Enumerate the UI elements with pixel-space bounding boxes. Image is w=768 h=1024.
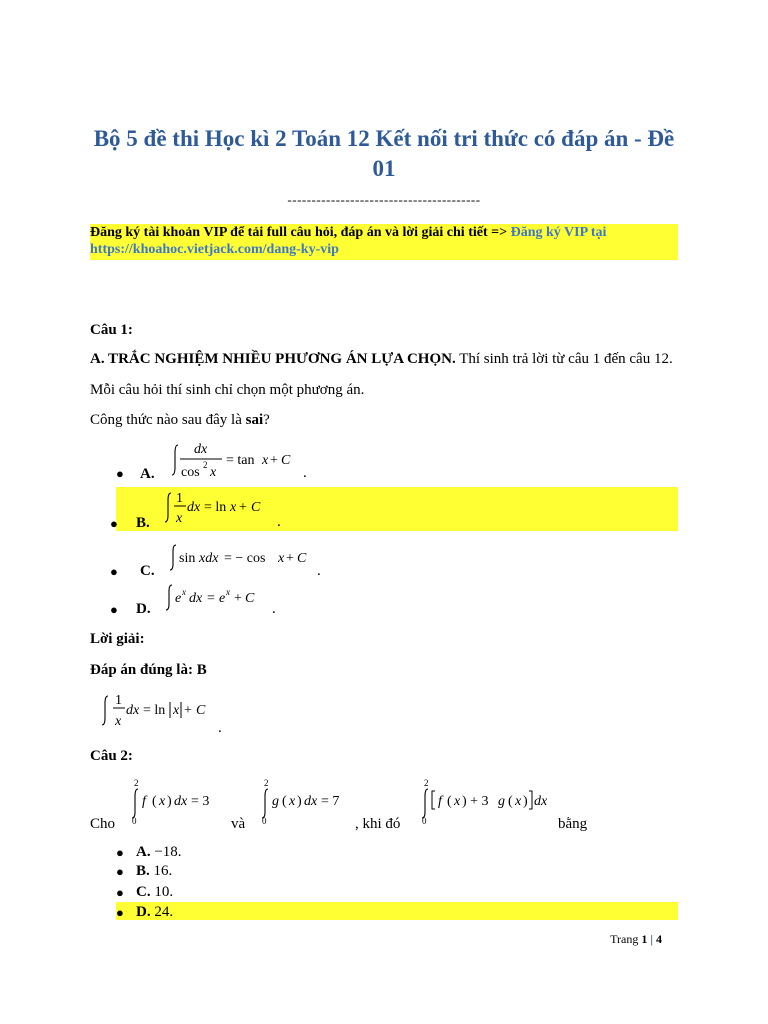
q2-option-d-label: D. bbox=[136, 904, 151, 920]
q1-solution-label: Lời giải: bbox=[90, 631, 145, 647]
svg-text:dx: dx bbox=[534, 794, 548, 809]
svg-text:2: 2 bbox=[424, 778, 429, 788]
svg-text:(: ( bbox=[447, 794, 452, 809]
svg-text:): ) bbox=[167, 794, 172, 809]
q1-solution-dot: . bbox=[218, 720, 222, 736]
q2-formula-g bbox=[258, 776, 358, 826]
q1-option-b-dot: . bbox=[277, 514, 281, 530]
q2-khi-do: , khi đó bbox=[355, 816, 401, 832]
q1-option-d-label: D. bbox=[136, 601, 151, 617]
svg-text:= tan: = tan bbox=[226, 453, 255, 468]
svg-text:(: ( bbox=[152, 794, 157, 809]
bullet-icon: ● bbox=[116, 466, 124, 481]
svg-text:= 7: = 7 bbox=[321, 794, 340, 809]
svg-text:f: f bbox=[438, 794, 442, 809]
q2-option-c bbox=[136, 883, 173, 901]
bullet-icon: ● bbox=[116, 845, 124, 860]
svg-text:+: + bbox=[234, 591, 242, 606]
q2-option-d-highlight bbox=[116, 902, 678, 920]
svg-text:xdx: xdx bbox=[199, 551, 219, 566]
svg-text:0: 0 bbox=[132, 816, 137, 826]
svg-text:e: e bbox=[175, 591, 182, 606]
q1-option-a-label: A. bbox=[140, 466, 155, 482]
q2-option-b-label: B. bbox=[136, 863, 150, 879]
svg-text:= ln: = ln bbox=[143, 703, 166, 718]
footer-total-pages: 4 bbox=[656, 932, 662, 946]
q1-option-d-dot: . bbox=[272, 601, 276, 617]
vip-url-link[interactable]: https://khoahoc.vietjack.com/dang-ky-vip bbox=[90, 242, 339, 257]
q2-va: và bbox=[231, 816, 246, 832]
svg-text:dx: dx bbox=[174, 794, 188, 809]
q2-cho: Cho bbox=[90, 816, 116, 832]
svg-text:C: C bbox=[245, 591, 255, 606]
svg-text:x: x bbox=[230, 500, 237, 515]
svg-text:0: 0 bbox=[422, 816, 427, 826]
footer-prefix: Trang bbox=[610, 932, 642, 946]
svg-text:) + 3: ) + 3 bbox=[462, 794, 489, 809]
vip-link-label[interactable]: Đăng ký VIP tại bbox=[510, 225, 607, 240]
svg-text:x: x bbox=[278, 551, 285, 566]
bullet-icon: ● bbox=[116, 905, 124, 920]
svg-text:dx: dx bbox=[126, 703, 140, 718]
q2-option-c-value: 10. bbox=[150, 884, 174, 900]
svg-text:cos: cos bbox=[181, 465, 200, 480]
q2-option-b bbox=[136, 862, 172, 880]
svg-text:x: x bbox=[210, 465, 217, 480]
svg-text:(: ( bbox=[282, 794, 287, 809]
svg-text:x: x bbox=[182, 587, 186, 597]
svg-text:e: e bbox=[219, 591, 226, 606]
svg-text:g: g bbox=[272, 794, 279, 809]
svg-text:=: = bbox=[207, 591, 215, 606]
svg-text:= − cos: = − cos bbox=[224, 551, 266, 566]
q2-option-d-value: 24. bbox=[150, 904, 174, 920]
svg-text:= ln: = ln bbox=[204, 500, 227, 515]
page-footer bbox=[560, 932, 662, 947]
q1-option-c-label: C. bbox=[140, 563, 155, 579]
q1-answer: Đáp án đúng là: B bbox=[90, 662, 207, 678]
q1-section-bold: A. TRẮC NGHIỆM NHIỀU PHƯƠNG ÁN LỰA CHỌN. bbox=[90, 351, 456, 367]
q1-option-b-label: B. bbox=[136, 515, 150, 531]
svg-text:x: x bbox=[115, 714, 122, 729]
svg-text:+: + bbox=[239, 500, 247, 515]
q2-option-c-label: C. bbox=[136, 884, 151, 900]
q2-formula-f bbox=[128, 776, 228, 826]
q1-option-a-formula bbox=[164, 437, 304, 485]
bullet-icon: ● bbox=[116, 864, 124, 879]
svg-text:+: + bbox=[184, 703, 192, 718]
q1-question-bold: sai bbox=[245, 412, 264, 428]
bullet-icon: ● bbox=[110, 602, 118, 617]
svg-text:x: x bbox=[226, 587, 230, 597]
svg-text:(: ( bbox=[508, 794, 513, 809]
svg-text:C: C bbox=[281, 453, 291, 468]
svg-text:dx: dx bbox=[194, 442, 208, 457]
bullet-icon: ● bbox=[110, 516, 118, 531]
svg-text:dx: dx bbox=[187, 500, 201, 515]
svg-text:x: x bbox=[159, 794, 166, 809]
q1-question bbox=[90, 411, 270, 429]
vip-text: Đăng ký tài khoản VIP để tải full câu hỏi, đáp án và lời giải chi tiết => bbox=[90, 225, 511, 240]
q2-option-a-value: −18. bbox=[150, 844, 182, 860]
svg-text:sin: sin bbox=[179, 551, 196, 566]
q1-option-c-formula bbox=[168, 543, 318, 573]
q1-option-d-formula bbox=[164, 583, 274, 613]
svg-text:x: x bbox=[515, 794, 522, 809]
svg-text:): ) bbox=[297, 794, 302, 809]
svg-text:1: 1 bbox=[115, 693, 122, 708]
q2-option-d bbox=[136, 903, 173, 921]
q1-section-heading bbox=[90, 350, 673, 368]
q1-question-post: ? bbox=[263, 412, 270, 428]
svg-text:2: 2 bbox=[203, 460, 208, 470]
svg-text:+: + bbox=[286, 551, 294, 566]
q1-solution-formula bbox=[100, 688, 220, 732]
q2-label: Câu 2: bbox=[90, 748, 133, 764]
svg-text:C: C bbox=[196, 703, 206, 718]
q2-formula-sum bbox=[418, 776, 558, 826]
svg-text:): ) bbox=[523, 794, 528, 809]
footer-page-number: 1 bbox=[641, 932, 648, 946]
q1-option-c-dot: . bbox=[317, 563, 321, 579]
svg-text:f: f bbox=[142, 794, 146, 809]
document-title bbox=[90, 124, 678, 184]
title-separator: ---------------------------------------- bbox=[287, 192, 481, 207]
svg-text:+: + bbox=[270, 453, 278, 468]
svg-text:C: C bbox=[297, 551, 307, 566]
q1-section-line2: Mỗi câu hỏi thí sinh chỉ chọn một phương án. bbox=[90, 382, 365, 398]
svg-text:C: C bbox=[251, 500, 261, 515]
footer-separator: | bbox=[647, 932, 656, 946]
title-line-1: Bộ 5 đề thi Học kì 2 Toán 12 Kết nối tri thức có đáp án - Đề bbox=[93, 126, 675, 151]
bullet-icon: ● bbox=[110, 564, 118, 579]
q2-option-b-value: 16. bbox=[149, 863, 173, 879]
svg-text:x: x bbox=[454, 794, 461, 809]
svg-text:2: 2 bbox=[134, 778, 139, 788]
svg-text:x: x bbox=[173, 703, 180, 718]
svg-text:2: 2 bbox=[264, 778, 269, 788]
svg-text:dx: dx bbox=[189, 591, 203, 606]
svg-text:dx: dx bbox=[304, 794, 318, 809]
title-line-2: 01 bbox=[372, 156, 396, 181]
svg-text:1: 1 bbox=[176, 491, 183, 506]
svg-text:0: 0 bbox=[262, 816, 267, 826]
svg-text:x: x bbox=[289, 794, 296, 809]
q1-section-rest: Thí sinh trả lời từ câu 1 đến câu 12. bbox=[455, 351, 673, 367]
q1-label: Câu 1: bbox=[90, 322, 133, 338]
svg-text:= 3: = 3 bbox=[191, 794, 210, 809]
vip-banner bbox=[90, 224, 678, 260]
svg-text:g: g bbox=[498, 794, 505, 809]
q2-bang: bằng bbox=[558, 816, 588, 832]
svg-text:x: x bbox=[262, 453, 269, 468]
bullet-icon: ● bbox=[116, 885, 124, 900]
q1-option-b-formula bbox=[162, 487, 282, 529]
q1-question-pre: Công thức nào sau đây là bbox=[90, 412, 246, 428]
q1-option-a-dot: . bbox=[303, 465, 307, 481]
svg-text:x: x bbox=[176, 511, 183, 526]
q2-option-a bbox=[136, 843, 182, 861]
q2-option-a-label: A. bbox=[136, 844, 151, 860]
